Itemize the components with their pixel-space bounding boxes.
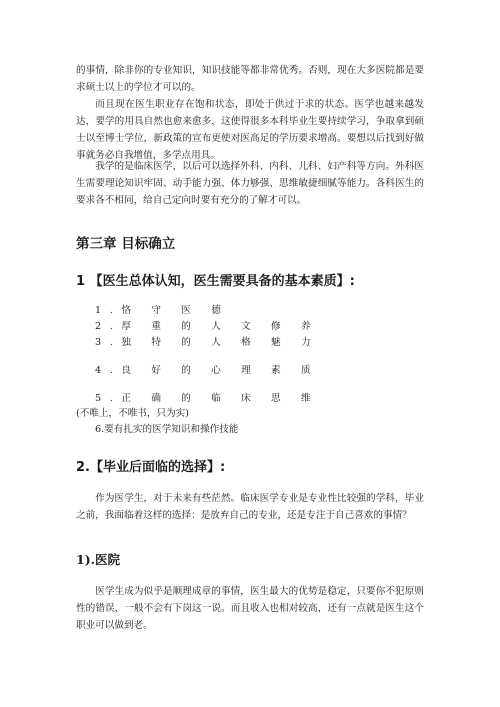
subsection-hospital-paragraph: 医学生成为似乎是顺理成章的事情，医生最大的优势是稳定，只要你不犯原则性的错误，一般不会有下岗这一说。而且收入也相对较高，还有一点就是医生这个职业可以做到老。 (76, 586, 424, 631)
quality-item-2: 2.厚 重 的 人 文 修 养 (95, 321, 320, 332)
chapter-heading: 第三章 目标确立 (76, 236, 176, 252)
quality-item-5-note: (不唯上，不唯书，只为实) (76, 408, 190, 419)
section-1-heading: 1 【医生总体认知，医生需要具备的基本素质】: (76, 274, 355, 289)
quality-item-1: 1.恪 守 医 德 (95, 305, 230, 316)
section-2-paragraph: 作为医学生，对于未来有些茫然。临床医学专业是专业性比较强的学科，毕业之前，我面临着这样的选择：是放弃自己的专业，还是专注于自己喜欢的事情？ (76, 493, 424, 521)
section-2-heading: 2.【毕业后面临的选择】: (76, 460, 226, 475)
quality-item-3: 3.独 特 的 人 格 魅 力 (95, 337, 320, 348)
quality-item-6: 6.要有扎实的医学知识和操作技能 (95, 424, 239, 435)
subsection-hospital-heading: 1).医院 (76, 552, 120, 567)
quality-item-5: 5.正 确 的 临 床 思 维 (95, 393, 320, 404)
intro-paragraph-1: 的事情，除非你的专业知识，知识技能等都非常优秀。否则，现在大多医院都是要求硕士以上的学位才可以的。 (76, 65, 424, 93)
intro-paragraph-3: 我学的是临床医学，以后可以选择外科、内科、儿科、妇产科等方向。外科医生需要理论知识牢固、动手能力强、体力够强、思维敏捷细腻等能力。各科医生的要求各不相同，给自己定向时要有充分的了解才可以。 (76, 161, 424, 206)
quality-item-4: 4.良 好 的 心 理 素 质 (95, 365, 320, 376)
intro-paragraph-2: 而且现在医生职业存在饱和状态，即处于供过于求的状态。医学也越来越发达，要学的用具自然也愈来愈多，这使得很多本科毕业生要持续学习，争取拿到硕士以至博士学位，新政策的宣布更使对医高足的学历要求增高。要想以后找到好做事就务必自我增值，多学点用具。 (76, 99, 424, 161)
